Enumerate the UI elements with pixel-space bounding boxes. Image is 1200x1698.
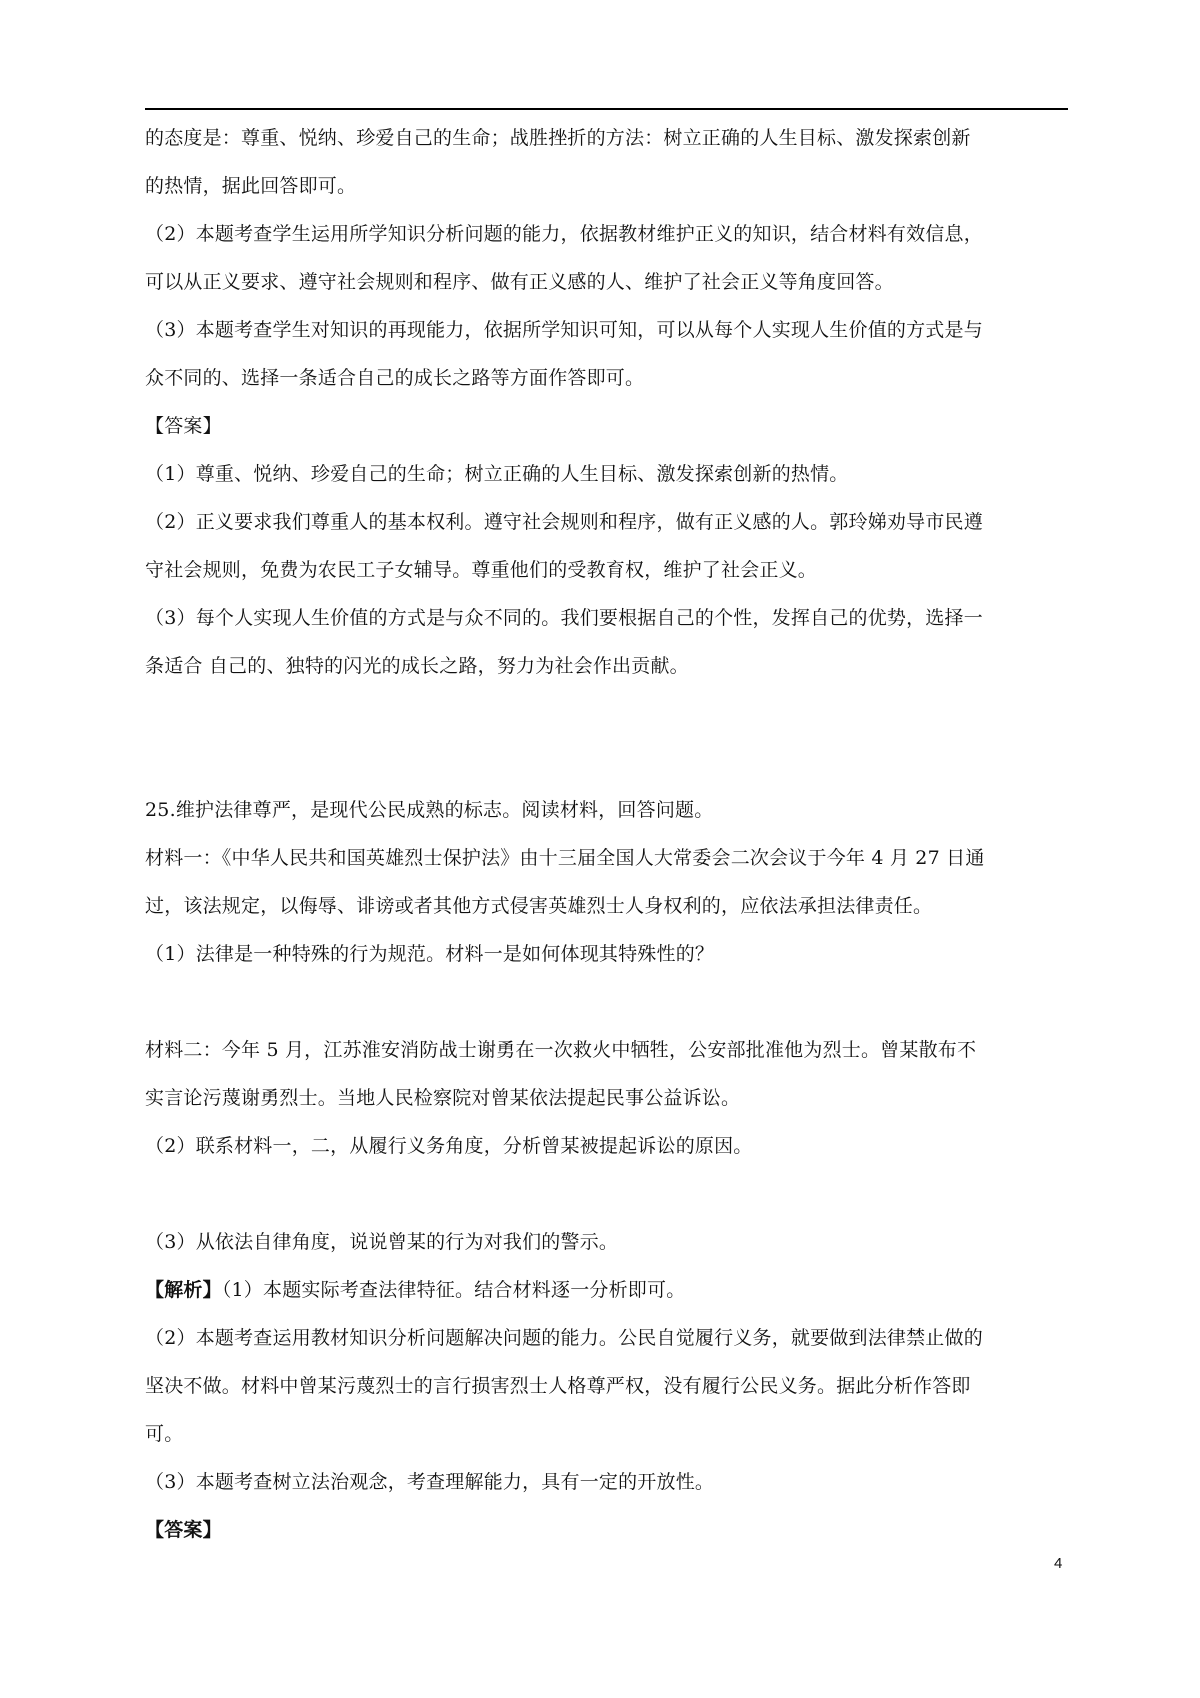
answer-space	[145, 1182, 1068, 1230]
text-line: （3）本题考查学生对知识的再现能力，依据所学知识可知，可以从每个人实现人生价值的方式是与	[145, 319, 983, 341]
text-line: 的态度是：尊重、悦纳、珍爱自己的生命；战胜挫折的方法：树立正确的人生目标、激发探索创新	[145, 127, 971, 149]
answer-heading: 【答案】	[145, 415, 222, 437]
sub-question: （1）法律是一种特殊的行为规范。材料一是如何体现其特殊性的？	[145, 943, 715, 965]
answer-line: 守社会规则，免费为农民工子女辅导。尊重他们的受教育权，维护了社会正义。	[145, 559, 818, 581]
answer-space	[145, 990, 1068, 1038]
section-gap	[145, 702, 1068, 798]
text-line: 众不同的、选择一条适合自己的成长之路等方面作答即可。	[145, 367, 645, 389]
analysis-line: 可。	[145, 1423, 184, 1445]
page-number: 4	[1054, 1555, 1063, 1572]
sub-question: （3）从依法自律角度，说说曾某的行为对我们的警示。	[145, 1231, 619, 1253]
analysis-text: （1）本题实际考查法律特征。结合材料逐一分析即可。	[221, 1279, 686, 1301]
material-line: 过，该法规定，以侮辱、诽谤或者其他方式侵害英雄烈士人身权利的，应依法承担法律责任。	[145, 895, 933, 917]
sub-question: （2）联系材料一，二，从履行义务角度，分析曾某被提起诉讼的原因。	[145, 1135, 753, 1157]
text-line: （2）本题考查学生运用所学知识分析问题的能力，依据教材维护正义的知识，结合材料有效信息，	[145, 223, 983, 245]
header-rule	[145, 108, 1068, 110]
page-content	[145, 126, 1068, 1566]
text-line: 可以从正义要求、遵守社会规则和程序、做有正义感的人、维护了社会正义等角度回答。	[145, 271, 894, 293]
analysis-heading: 【解析】	[145, 1279, 222, 1301]
analysis-line: 坚决不做。材料中曾某污蔑烈士的言行损害烈士人格尊严权，没有履行公民义务。据此分析作答即	[145, 1375, 971, 1397]
question-title: 25.维护法律尊严，是现代公民成熟的标志。阅读材料，回答问题。	[145, 799, 714, 821]
material-line: 实言论污蔑谢勇烈士。当地人民检察院对曾某依法提起民事公益诉讼。	[145, 1087, 741, 1109]
analysis-line: （3）本题考查树立法治观念，考查理解能力，具有一定的开放性。	[145, 1471, 715, 1493]
analysis-line: （2）本题考查运用教材知识分析问题解决问题的能力。公民自觉履行义务，就要做到法律禁止做的	[145, 1327, 983, 1349]
answer-heading: 【答案】	[145, 1519, 222, 1541]
material-line: 材料一：《中华人民共和国英雄烈士保护法》由十三届全国人大常委会二次会议于今年 4 月 27 日通	[145, 847, 985, 869]
text-line: 的热情，据此回答即可。	[145, 175, 357, 197]
answer-line: （3）每个人实现人生价值的方式是与众不同的。我们要根据自己的个性，发挥自己的优势，选择一	[145, 607, 983, 629]
material-line: 材料二：今年 5 月，江苏淮安消防战士谢勇在一次救火中牺牲，公安部批准他为烈士。曾某散布不	[145, 1039, 977, 1061]
answer-line: 条适合 自己的、独特的闪光的成长之路，努力为社会作出贡献。	[145, 655, 689, 677]
analysis-line	[145, 1278, 1068, 1302]
answer-line: （1）尊重、悦纳、珍爱自己的生命；树立正确的人生目标、激发探索创新的热情。	[145, 463, 849, 485]
answer-line: （2）正义要求我们尊重人的基本权利。遵守社会规则和程序，做有正义感的人。郭玲娣劝导市民遵	[145, 511, 983, 533]
